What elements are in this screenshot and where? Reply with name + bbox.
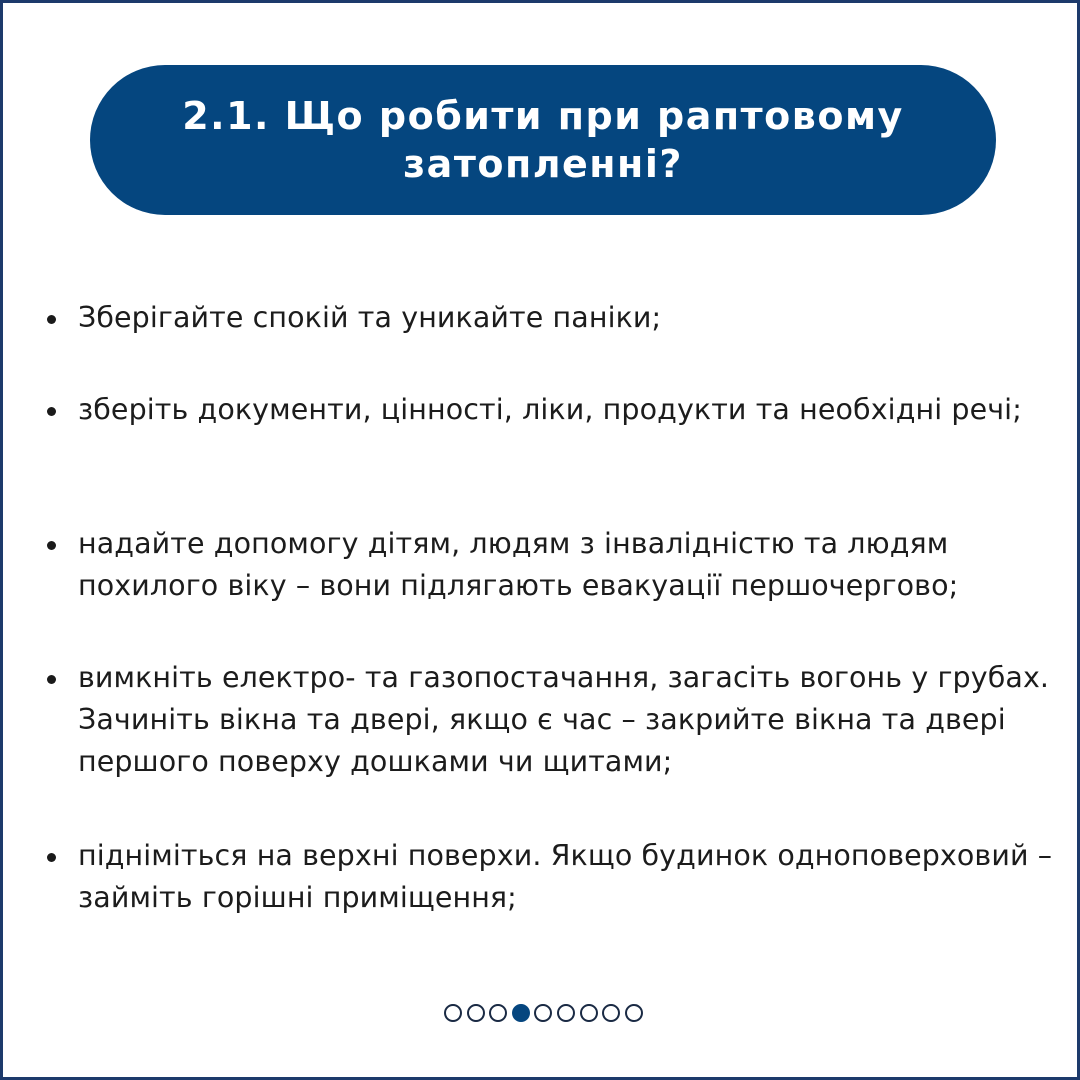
pager-dot-active[interactable] xyxy=(512,1004,530,1022)
page-title: 2.1. Що робити при раптовому затопленні? xyxy=(182,94,904,186)
bullet-dot-icon xyxy=(47,853,56,862)
pager-dot[interactable] xyxy=(557,1004,575,1022)
pager-dot[interactable] xyxy=(467,1004,485,1022)
pager-dot[interactable] xyxy=(602,1004,620,1022)
slide-pager xyxy=(444,1004,643,1024)
bullet-dot-icon xyxy=(47,407,56,416)
bullet-dot-icon xyxy=(47,675,56,684)
bullet-text: надайте допомогу дітям, людям з інвалідністю та людям похилого віку – вони підлягають евакуації першочергово; xyxy=(78,527,959,602)
title-banner xyxy=(90,65,996,215)
pager-dot[interactable] xyxy=(580,1004,598,1022)
bullet-dot-icon xyxy=(47,541,56,550)
bullet-text: вимкніть електро- та газопостачання, загасіть вогонь у грубах. Зачиніть вікна та двері, якщо є час – закрийте вікна та двері першого поверху дошками чи щитами; xyxy=(78,661,1050,778)
pager-dot[interactable] xyxy=(534,1004,552,1022)
bullet-text: Зберігайте спокій та уникайте паніки; xyxy=(78,301,662,334)
pager-dot[interactable] xyxy=(489,1004,507,1022)
bullet-dot-icon xyxy=(47,315,56,324)
pager-dot[interactable] xyxy=(625,1004,643,1022)
pager-dot[interactable] xyxy=(444,1004,462,1022)
bullet-text: зберіть документи, цінності, ліки, продукти та необхідні речі; xyxy=(78,393,1022,426)
bullet-text: підніміться на верхні поверхи. Якщо будинок одноповерховий – займіть горішні приміщення; xyxy=(78,839,1053,914)
